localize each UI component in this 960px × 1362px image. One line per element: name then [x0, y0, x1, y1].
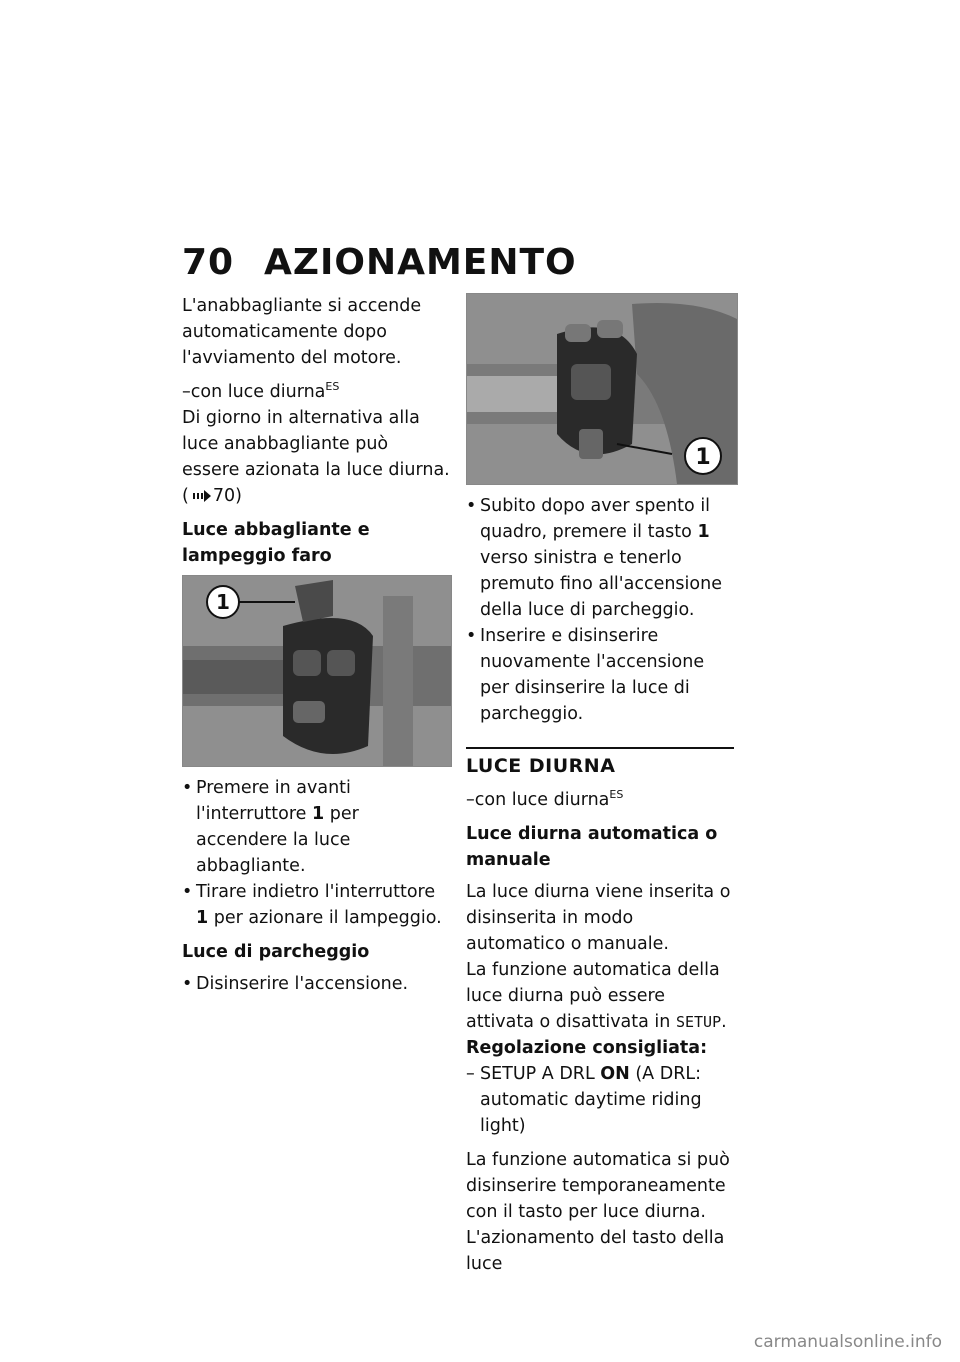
list-item: • Tirare indietro l'interruttore 1 per azionare il lampeggio.: [182, 879, 450, 931]
figure-callout-1: 1: [695, 445, 711, 470]
figure-right-switch: [466, 293, 738, 485]
drl-note: –con luce diurna$^{ES}$: [182, 380, 340, 402]
list-item: • Inserire e disinserire nuovamente l'accensione per disinserire la luce di parcheggio.: [466, 623, 734, 727]
setup-menu-label: SETUP: [675, 1013, 722, 1031]
page-title: AZIONAMENTO: [264, 242, 577, 283]
auto-drl-heading: Luce diurna automatica o manuale: [466, 824, 718, 870]
right-switch-illustration: [467, 294, 737, 484]
left-switch-illustration: [183, 576, 451, 766]
figure-callout-1: 1: [216, 590, 230, 614]
section-title: LUCE DIURNA: [466, 747, 734, 779]
high-beam-steps: [182, 775, 450, 931]
high-beam-heading: Luce abbagliante e lampeggio faro: [182, 520, 370, 566]
parking-heading: Luce di parcheggio: [182, 942, 370, 962]
drl-description: Di giorno in alternativa alla luce anabbagliante può essere azionata la luce diurna. ( 70): [182, 408, 450, 506]
intro-paragraph: L'anabbagliante si accende automaticamente dopo l'avviamento del motore.: [182, 296, 422, 368]
parking-steps: [182, 971, 450, 997]
drl-setup-paragraph: La funzione automatica della luce diurna può essere attivata o disattivata in SETUP.: [466, 960, 727, 1032]
list-item: • Subito dopo aver spento il quadro, premere il tasto 1 verso sinistra e tenerlo premuto fino all'accensione della luce di parcheggio.: [466, 493, 734, 623]
drl-paragraph: La luce diurna viene inserita o disinserita in modo automatico o manuale.: [466, 882, 731, 954]
reference-link[interactable]: ( 70): [182, 486, 242, 506]
list-item: • Disinserire l'accensione.: [182, 971, 450, 997]
recommended-heading: Regolazione consigliata:: [466, 1038, 708, 1058]
page-header: [182, 242, 577, 283]
drl-note: –con luce diurna$^{ES}$: [466, 788, 624, 810]
list-item: • Premere in avanti l'interruttore 1 per accendere la luce abbagliante.: [182, 775, 450, 879]
watermark: carmanualsonline.info: [753, 1332, 942, 1352]
page-number: 70: [182, 242, 235, 283]
recommended-setting: – SETUP A DRL ON (A DRL: automatic daytime riding light): [466, 1064, 702, 1136]
right-column: [466, 293, 734, 1285]
drl-temporary-paragraph: La funzione automatica si può disinserire temporaneamente con il tasto per luce diurna. L'azionamento del tasto della luce: [466, 1150, 730, 1274]
figure-left-switch: [182, 575, 452, 767]
left-column: [182, 293, 450, 1005]
arrow-ref-icon: [193, 490, 211, 502]
parking-light-steps: [466, 493, 734, 727]
